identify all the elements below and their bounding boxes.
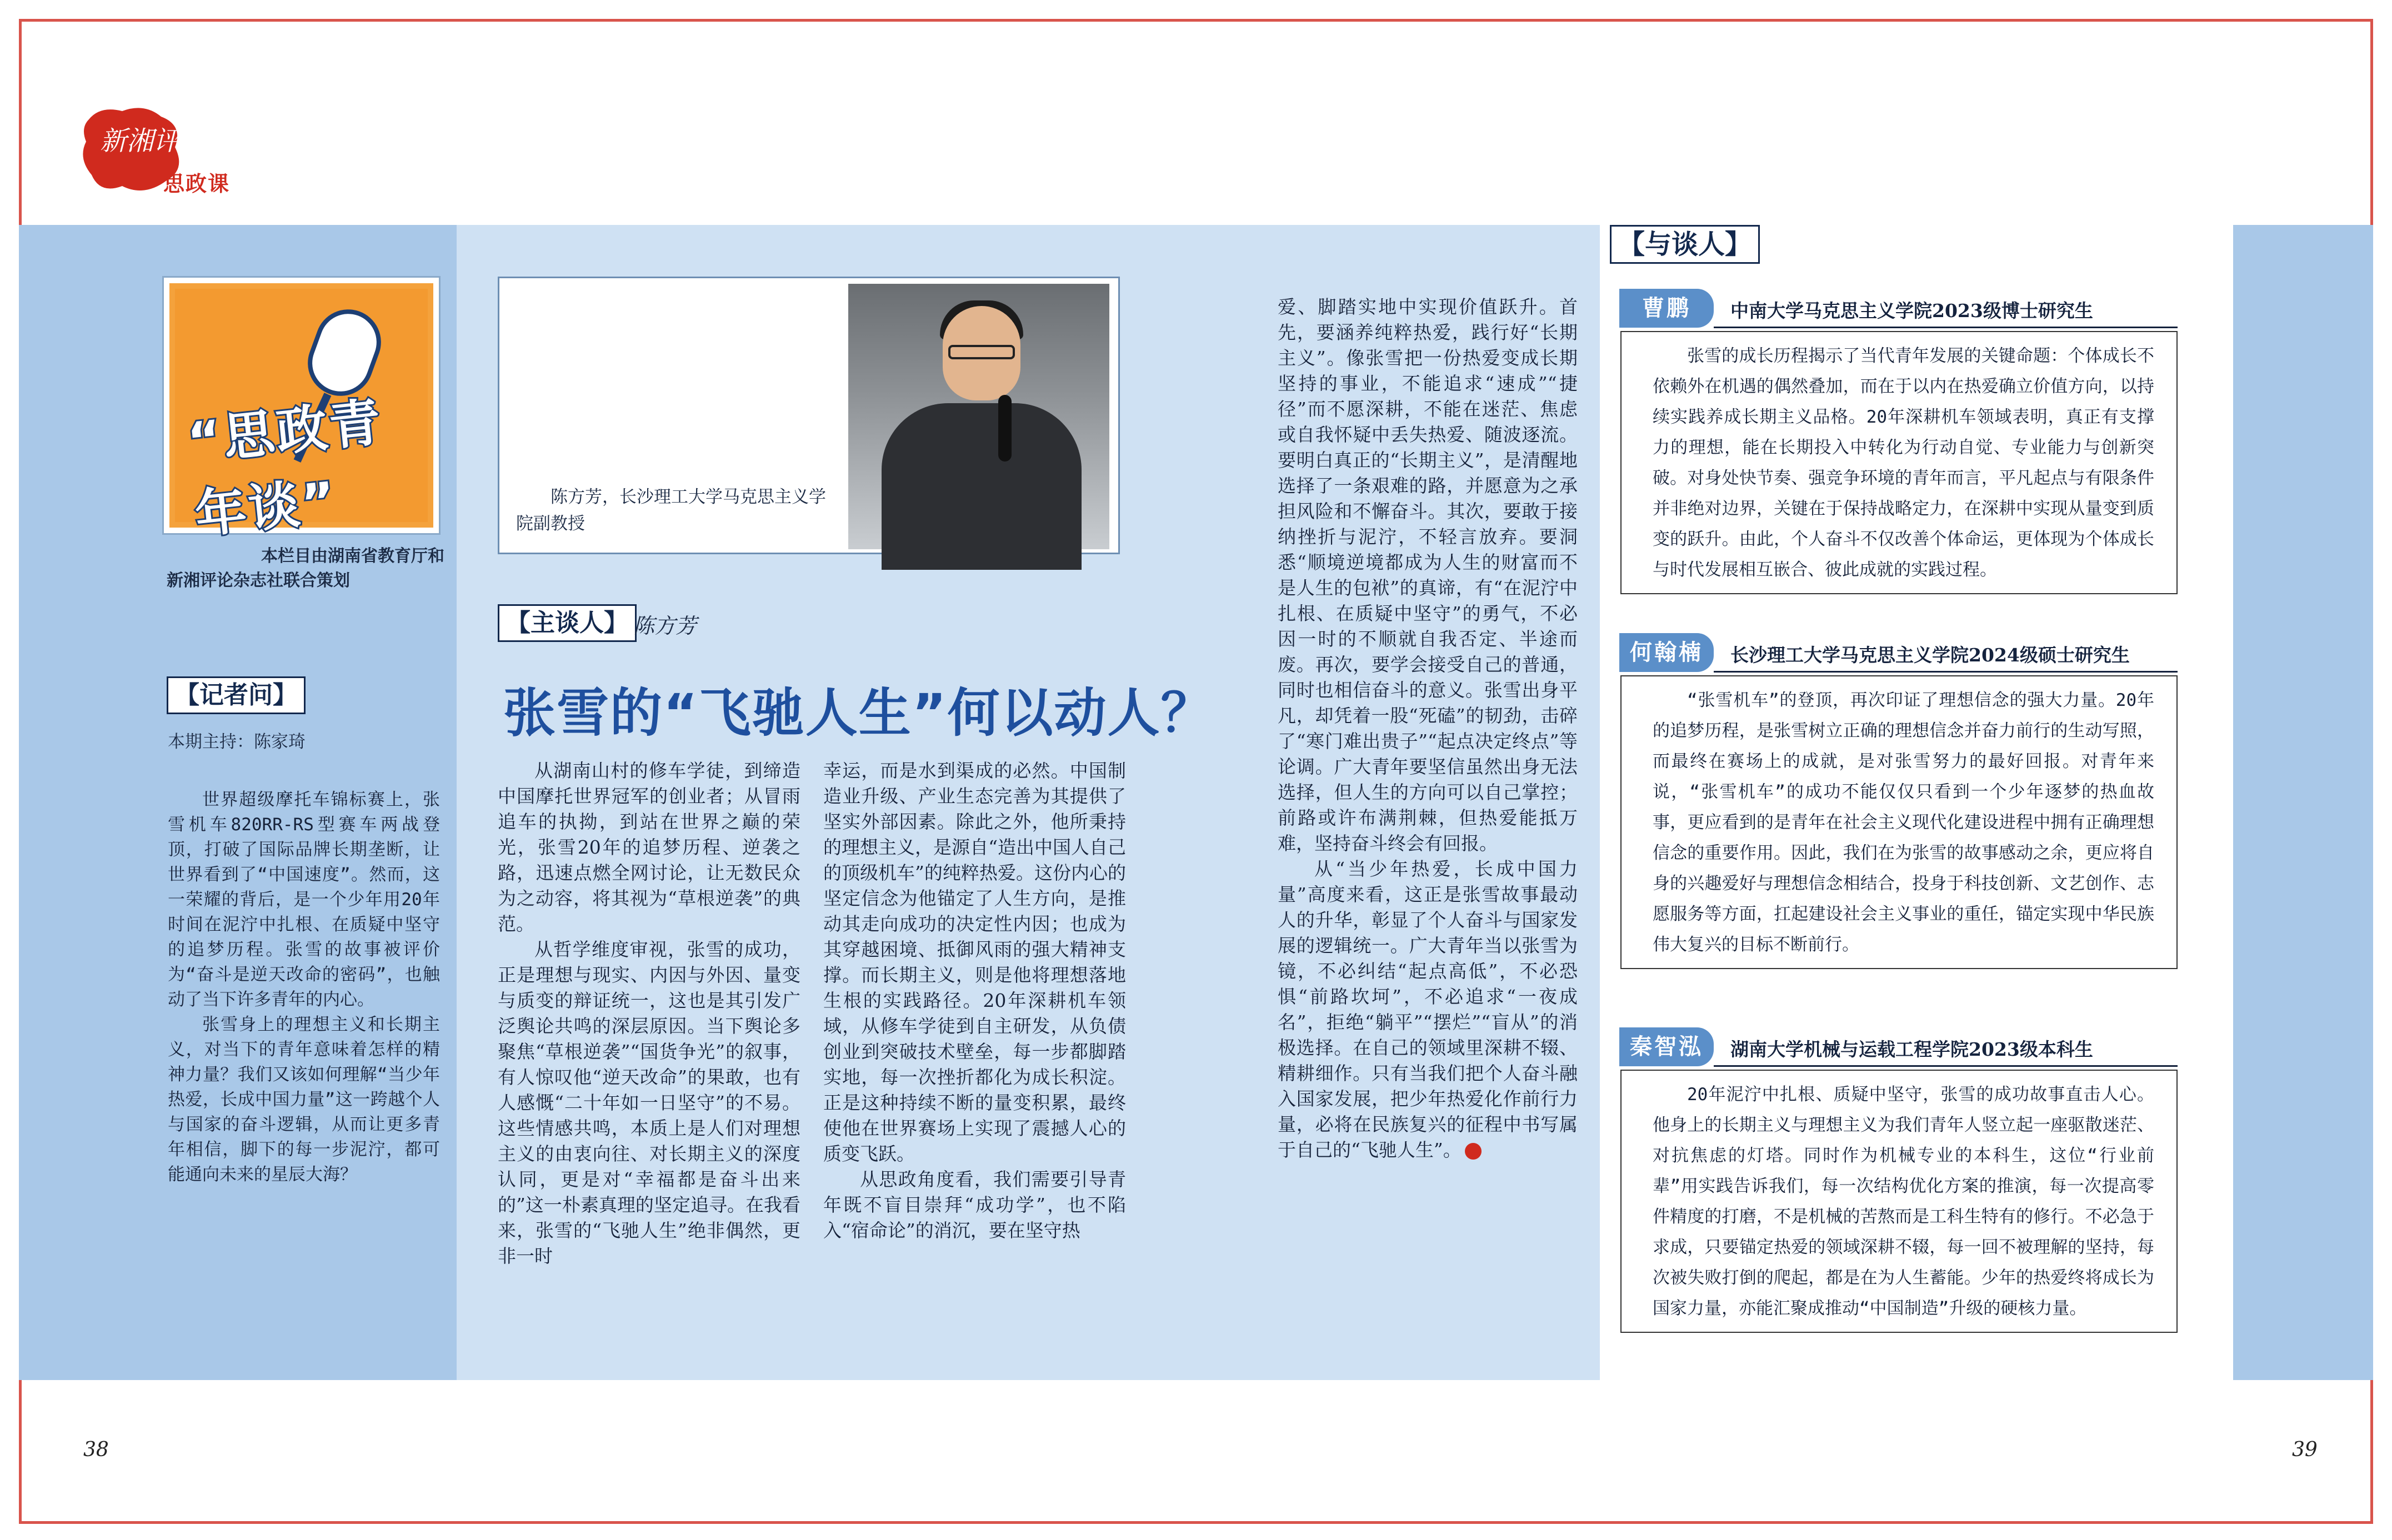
page-number-left: 38 xyxy=(83,1438,109,1461)
right-band xyxy=(2233,225,2373,1380)
article-paragraph: 从思政角度看，我们需要引导青年既不盲目崇拜“成功学”，也不陷入“宿命论”的消沉，要在坚守热 xyxy=(823,1168,1126,1241)
question-paragraph: 张雪身上的理想主义和长期主义，对当下的青年意味着怎样的精神力量？我们又该如何理解“当少年热爱，长成中国力量”这一跨越个人与国家的奋斗逻辑，从而让更多青年相信，脚下的每一步泥泞，都可能通向未来的星辰大海？ xyxy=(168,1015,440,1185)
column-badge xyxy=(164,278,439,545)
column-planning-note xyxy=(167,544,444,593)
section-label: 思政课 xyxy=(163,172,231,196)
guest-name: 秦智泓 xyxy=(1619,1027,1714,1066)
guest-comment xyxy=(1619,633,2178,969)
guest-affiliation: 湖南大学机械与运载工程学院2023级本科生 xyxy=(1730,1039,2093,1060)
planning-line: 新湘评论杂志社联合策划 xyxy=(167,571,350,590)
guest-text: “张雪机车”的登顶，再次印证了理想信念的强大力量。20年的追梦历程，是张雪树立正确的理想信念并奋力前行的生动写照，而最终在赛场上的成就，是对张雪努力的最好回报。对青年来说，“张雪机车”的成功不能仅仅只看到一个少年逐梦的热血故事，更应看到的是青年在社会主义现代化建设进程中拥有正确理想信念的重要作用。因此，我们在为张雪的故事感动之余，更应将自身的兴趣爱好与理想信念相结合，投身于科技创新、文艺创作、志愿服务等方面，扛起建设社会主义事业的重任，锚定实现中华民族伟大复兴的目标不断前行。 xyxy=(1653,690,2154,955)
guest-comment xyxy=(1619,289,2178,594)
photo-caption: 陈方芳，长沙理工大学马克思主义学院副教授 xyxy=(516,487,826,534)
reporter-question xyxy=(168,787,440,1187)
article-column-1 xyxy=(498,758,800,1269)
end-mark-icon xyxy=(1465,1143,1482,1160)
guest-affiliation: 中南大学马克思主义学院2023级博士研究生 xyxy=(1730,300,2093,322)
page-number-right: 39 xyxy=(2292,1438,2318,1461)
article-paragraph: 从哲学维度审视，张雪的成功，正是理想与现实、内因与外因、量变与质变的辩证统一，这也是其引发广泛舆论共鸣的深层原因。当下舆论多聚焦“草根逆袭”“国货争光”的叙事，有人惊叹他“逆天改命”的果敢，也有人感慨“二十年如一日坚守”的不易。这些情感共鸣，本质上是人们对理想主义的由衷向往、对长期主义的深度认同，更是对“幸福都是奋斗出来的”这一朴素真理的坚定追寻。在我看来，张雪的“飞驰人生”绝非偶然，更非一时 xyxy=(498,939,800,1267)
guests-tag: 【与谈人】 xyxy=(1610,225,1760,264)
article-paragraph: 爱、脚踏实地中实现价值跃升。首先，要涵养纯粹热爱，践行好“长期主义”。像张雪把一份热爱变成长期坚持的事业，不能追求“速成”“捷径”而不愿深耕，不能在迷茫、焦虑或自我怀疑中丢失热爱、随波逐流。要明白真正的“长期主义”，是清醒地选择了一条艰难的路，并愿意为之承担风险和不懈奋斗。其次，要敢于接纳挫折与泥泞，不轻言放弃。要洞悉“顺境逆境都成为人生的财富而不是人生的包袱”的真谛，有“在泥泞中扎根、在质疑中坚守”的勇气，不必因一时的不顺就自我否定、半途而废。再次，要学会接受自己的普通，同时也相信奋斗的意义。张雪出身平凡，却凭着一股“死磕”的韧劲，击碎了“寒门难出贵子”“起点决定终点”等论调。广大青年要坚信虽然出身无法选择，但人生的方向可以自己掌控；前路或许布满荆棘，但热爱能抵万难，坚持奋斗终会有回报。 xyxy=(1278,296,1578,854)
host-line: 本期主持：陈家琦 xyxy=(168,732,306,752)
speaker-photo-box xyxy=(498,277,1120,554)
guest-affiliation: 长沙理工大学马克思主义学院2024级硕士研究生 xyxy=(1730,644,2130,666)
article-headline: 张雪的“飞驰人生”何以动人？ xyxy=(503,683,1214,744)
main-speaker-tag: 【主谈人】 xyxy=(498,604,637,642)
planning-line: 本栏目由湖南省教育厅和 xyxy=(261,546,444,566)
guest-name: 何翰楠 xyxy=(1619,633,1714,672)
article-column-2 xyxy=(823,758,1126,1243)
guest-comment xyxy=(1619,1027,2178,1333)
article-column-3 xyxy=(1278,294,1578,1163)
handheld-mic-icon xyxy=(998,395,1012,462)
article-paragraph: 幸运，而是水到渠成的必然。中国制造业升级、产业生态完善为其提供了坚实外部因素。除此之外，他所秉持的理想主义，是源自“造出中国人自己的顶级机车”的纯粹热爱。这份内心的坚定信念为他锚定了人生方向，是推动其走向成功的决定性内因；也成为其穿越困境、抵御风雨的强大精神支撑。而长期主义，则是他将理想落地生根的实践路径。20年深耕机车领域，从修车学徒到自主研发，从负债创业到突破技术壁垒，每一步都脚踏实地，每一次挫折都化为成长积淀。正是这种持续不断的量变积累，最终使他在世界赛场上实现了震撼人心的质变飞跃。 xyxy=(823,760,1126,1165)
guest-name: 曹鹏 xyxy=(1619,289,1714,328)
magazine-logo xyxy=(78,103,244,203)
article-paragraph: 从“当少年热爱，长成中国力量”高度来看，这正是张雪故事最动人的升华，彰显了个人奋斗与国家发展的逻辑统一。广大青年当以张雪为镜，不必纠结“起点高低”，不必恐惧“前路坎坷”，不必追求“一夜成名”，拒绝“躺平”“摆烂”“盲从”的消极选择。在自己的领域里深耕不辍、精耕细作。只有当我们把个人奋斗融入国家发展，把少年热爱化作前行力量，必将在民族复兴的征程中书写属于自己的“飞驰人生”。 xyxy=(1278,858,1578,1161)
logo-mark-text: 新湘评论 xyxy=(100,126,207,157)
article-paragraph: 从湖南山村的修车学徒，到缔造中国摩托世界冠军的创业者；从冒雨追车的执拗，到站在世界之巅的荣光，张雪20年的追梦历程、逆袭之路，迅速点燃全网讨论，让无数民众为之动容，将其视为“草根逆袭”的典范。 xyxy=(498,760,800,935)
main-speaker-name: 陈方芳 xyxy=(633,614,697,638)
guest-text: 20年泥泞中扎根、质疑中坚守，张雪的成功故事直击人心。他身上的长期主义与理想主义为我们青年人竖立起一座驱散迷茫、对抗焦虑的灯塔。同时作为机械专业的本科生，这位“行业前辈”用实践告诉我们，每一次结构优化方案的推演，每一次提高零件精度的打磨，不是机械的苦熬而是工科生特有的修行。不必急于求成，只要锚定热爱的领域深耕不辍，每一回不被理解的坚持，每次被失败打倒的爬起，都是在为人生蓄能。少年的热爱终将成长为国家力量，亦能汇聚成推动“中国制造”升级的硬核力量。 xyxy=(1653,1085,2154,1318)
reporter-tag: 【记者问】 xyxy=(167,676,306,714)
guest-text: 张雪的成长历程揭示了当代青年发展的关键命题：个体成长不依赖外在机遇的偶然叠加，而在于以内在热爱确立价值方向，以持续实践养成长期主义品格。20年深耕机车领域表明，真正有支撑力的理想，能在长期投入中转化为行动自觉、专业能力与创新突破。对身处快节奏、强竞争环境的青年而言，平凡起点与有限条件并非绝对边界，关键在于保持战略定力，在深耕中实现从量变到质变的跃升。由此，个人奋斗不仅改善个体命运，更体现为个体成长与时代发展相互嵌合、彼此成就的实践过程。 xyxy=(1653,346,2154,580)
column-title: “思政青年谈” xyxy=(184,392,386,545)
question-paragraph: 世界超级摩托车锦标赛上，张雪机车820RR-RS型赛车两战登顶，打破了国际品牌长期垄断，让世界看到了“中国速度”。然而，这一荣耀的背后，是一个少年用20年时间在泥泞中扎根、在质疑中坚守的追梦历程。张雪的故事被评价为“奋斗是逆天改命的密码”，也触动了当下许多青年的内心。 xyxy=(168,790,440,1010)
speaker-photo xyxy=(848,284,1109,549)
